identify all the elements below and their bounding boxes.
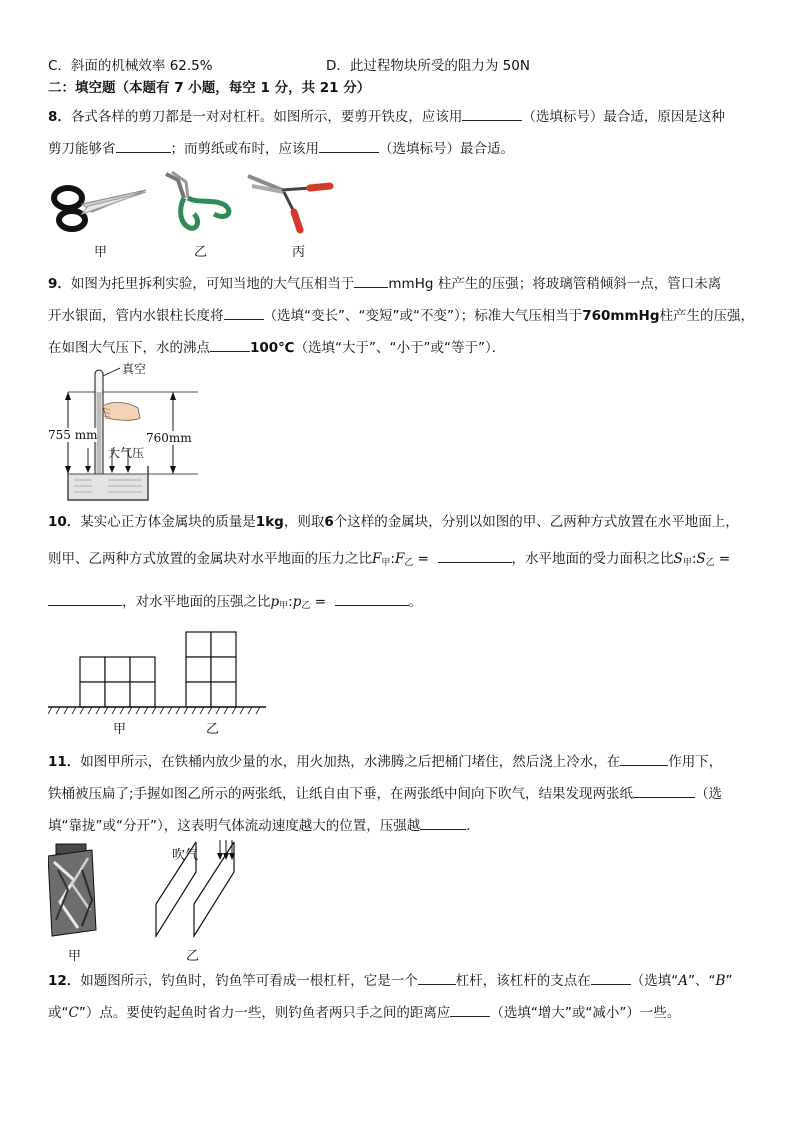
q10-text: =	[714, 551, 731, 567]
q10-symbol: p	[292, 594, 302, 610]
q10-symbol: F	[394, 551, 405, 567]
q9-text: （选填“大于”、“小于”或“等于”）．	[294, 340, 506, 356]
q9-text: mmHg 柱产生的压强；将玻璃管稍倾斜一点，管口未离	[388, 276, 722, 292]
q10-symbol: F	[372, 551, 382, 567]
q10-text: :	[390, 551, 395, 567]
q10-text: ，水平地面的受力面积之比	[511, 551, 674, 567]
q9-text: 在如图大气压下，水的沸点	[48, 340, 210, 356]
q10-subscript: 甲	[279, 601, 289, 611]
q8-number: 8．	[48, 109, 71, 125]
q11-text: 作用下，	[668, 754, 723, 770]
q10-line2	[48, 548, 730, 573]
q7-option-d: D．此过程物块所受的阻力为 50N	[326, 58, 530, 74]
q8-text: （选填标号）最合适。	[379, 141, 514, 157]
q10-subscript: 甲	[381, 558, 391, 568]
can-and-paper-figure	[48, 840, 248, 940]
q12-point-b: B	[715, 973, 726, 989]
q10-text: :	[691, 551, 697, 567]
q10-text: ，对水平地面的压强之比	[122, 594, 271, 610]
q8-text: ；而剪纸或布时，应该用	[170, 141, 319, 157]
q12-line1	[48, 970, 732, 991]
crushed-can-icon	[48, 844, 96, 936]
q9-text: （选填“变长”、“变短”或“不变”）；标准大气压相当于	[263, 308, 583, 324]
q12-text: ”）点。要使钓起鱼时省力一些，则钓鱼者两只手之间的距离应	[78, 1005, 451, 1021]
q11-line3	[48, 815, 480, 836]
torricelli-760-label: 760mm	[146, 431, 192, 445]
q10-text: =	[413, 551, 429, 567]
q9-blank-1[interactable]	[354, 273, 388, 288]
q8-blank-1[interactable]	[462, 106, 522, 121]
q10-text: ，则取	[283, 514, 325, 530]
q10-symbol: S	[696, 551, 706, 567]
scissors-yi-icon	[166, 172, 229, 228]
scissors-bing-icon	[248, 176, 330, 230]
section-title: 二：填空题（本题有 7 小题，每空 1 分，共 21 分）	[48, 80, 371, 96]
q10-number: 10．	[48, 514, 81, 530]
q10-subscript: 乙	[705, 558, 715, 568]
q10-subscript: 乙	[301, 601, 311, 611]
scissors-label-bing: 丙	[292, 245, 306, 260]
torricelli-755-label: 755 mm	[48, 428, 98, 442]
q10-text: 。	[408, 594, 423, 610]
q10-blank-2[interactable]	[48, 591, 122, 606]
q9-number: 9．	[48, 276, 71, 292]
q11-text: 如图甲所示，在铁桶内放少量的水，用火加热，水沸腾之后把桶门堵住，然后浇上冷水，在	[80, 754, 621, 770]
q10-subscript: 乙	[404, 558, 414, 568]
scissors-label-yi: 乙	[194, 245, 208, 260]
q10-line1	[48, 512, 739, 532]
q12-text: ”	[725, 973, 733, 989]
scissors-label-jia: 甲	[94, 245, 108, 260]
cubes-label-yi: 乙	[206, 722, 220, 737]
q12-text: （选填“增大”或“减小”）一些。	[490, 1005, 681, 1021]
q10-text: 1kg	[255, 514, 284, 530]
q12-point-c: C	[68, 1005, 79, 1021]
q10-text: 则甲、乙两种方式放置的金属块对水平地面的压力之比	[48, 551, 372, 567]
q10-text: 个这样的金属块，分别以如图的甲、乙两种方式放置在水平地面上，	[333, 514, 739, 530]
q10-blank-3[interactable]	[335, 591, 409, 606]
q11-number: 11．	[48, 754, 81, 770]
torricelli-atm-label: 大气压	[108, 446, 145, 460]
q8-blank-3[interactable]	[319, 138, 379, 153]
q11-text: 填“靠拢”或“分开”），这表明气体流动速度越大的位置，压强越	[48, 818, 421, 834]
q10-text: 某实心正方体金属块的质量是	[80, 514, 256, 530]
q9-line2	[48, 305, 754, 326]
q11-blank-1[interactable]	[620, 751, 668, 766]
cubes-label-jia: 甲	[113, 722, 127, 737]
q10-line3	[48, 591, 422, 616]
q9-blank-3[interactable]	[210, 337, 250, 352]
q11-blank-2[interactable]	[633, 783, 695, 798]
q9-line1	[48, 273, 721, 294]
q11-text: （选	[695, 786, 723, 802]
q8-line2	[48, 138, 514, 159]
q10-subscript: 甲	[682, 558, 692, 568]
q9-text: 760mmHg	[582, 308, 660, 324]
q12-number: 12．	[48, 973, 81, 989]
can-label-jia: 甲	[68, 949, 82, 964]
q7-option-c: C．斜面的机械效率 62.5%	[48, 58, 213, 74]
q10-symbol: p	[270, 594, 280, 610]
q12-point-a: A	[678, 973, 689, 989]
scissors-figure	[48, 168, 338, 238]
q11-line1	[48, 751, 722, 772]
q8-blank-2[interactable]	[116, 138, 171, 153]
q12-line2	[48, 1002, 680, 1023]
q12-text: （选填“	[630, 973, 679, 989]
q8-line1	[48, 106, 725, 127]
q11-text: 铁桶被压扁了;手握如图乙所示的两张纸，让纸自由下垂，在两张纸中间向下吹气，结果发现两张纸	[48, 786, 634, 802]
q12-text: 如题图所示，钓鱼时，钓鱼竿可看成一根杠杆，它是一个	[80, 973, 418, 989]
q9-blank-2[interactable]	[224, 305, 264, 320]
q8-text: 各式各样的剪刀都是一对对杠杆。如图所示，要剪开铁皮，应该用	[70, 109, 463, 125]
q8-text: （选填标号）最合适，原因是这种	[522, 109, 725, 125]
scissors-jia-icon	[54, 188, 146, 229]
paper-label-yi: 乙	[186, 949, 200, 964]
q8-text: 剪刀能够省	[48, 141, 116, 157]
q12-text: 杠杆，该杠杆的支点在	[455, 973, 591, 989]
q11-line2	[48, 783, 722, 804]
q12-blank-3[interactable]	[450, 1002, 490, 1017]
q9-text: 开水银面，管内水银柱长度将	[48, 308, 224, 324]
q10-text: :	[288, 594, 293, 610]
q9-text: 如图为托里拆利实验，可知当地的大气压相当于	[70, 276, 355, 292]
cubes-figure	[48, 628, 268, 718]
q10-text: 6	[324, 514, 334, 530]
q12-text: ”、“	[688, 973, 716, 989]
torricelli-vacuum-label: 真空	[122, 362, 147, 376]
q9-text: 100℃	[250, 340, 295, 356]
q10-blank-1[interactable]	[438, 548, 512, 563]
q10-text: =	[310, 594, 327, 610]
q11-blank-3[interactable]	[420, 815, 466, 830]
q9-line3	[48, 337, 505, 358]
q10-symbol: S	[673, 551, 683, 567]
blow-label: 吹气	[172, 848, 199, 863]
q12-text: 或“	[48, 1005, 69, 1021]
q9-text: 柱产生的压强，	[659, 308, 754, 324]
q12-blank-2[interactable]	[591, 970, 631, 985]
q12-blank-1[interactable]	[418, 970, 456, 985]
q11-text: ．	[466, 818, 480, 834]
